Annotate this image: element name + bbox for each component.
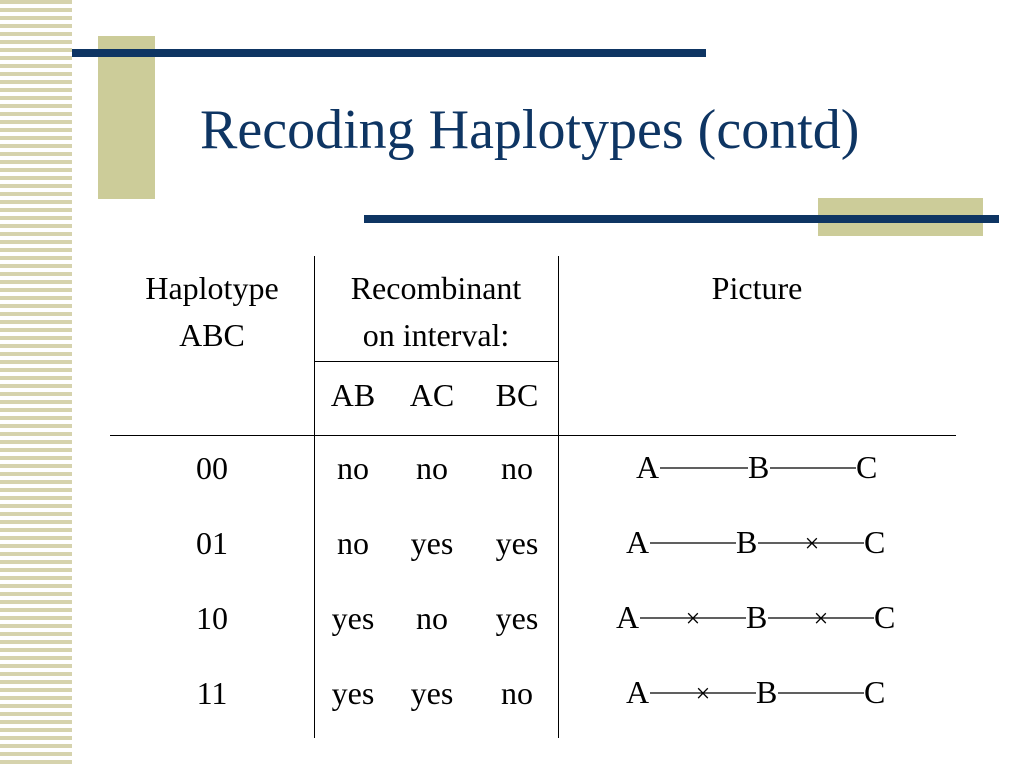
header-haplotype-line2: ABC [179,317,245,353]
locus-a-label: A [626,524,650,560]
row-00-bc: no [501,450,533,486]
locus-a-label: A [626,674,650,710]
crossover-ab-icon: × [695,679,711,708]
navy-rule-bottom [364,215,999,223]
khaki-block-decoration-left [98,36,155,199]
locus-a-label: A [636,449,660,485]
row-11-bc: no [501,675,533,711]
left-stripe-decoration [0,0,72,768]
chromosome-diagram-10 [616,599,895,635]
picture-column [600,440,920,730]
row-haplotype-01: 01 [196,525,228,561]
navy-rule-top [72,49,706,57]
locus-c-label: C [856,449,878,485]
header-recombinant-line2: on interval: [362,317,510,353]
row-haplotype-10: 10 [196,600,228,636]
slide-title: Recoding Haplotypes (contd) [200,99,860,161]
row-11-ab: yes [331,675,375,711]
chromosome-diagram-11 [626,674,885,710]
subheader-ac: AC [409,377,455,413]
crossover-bc-icon: × [804,529,820,558]
locus-b-label: B [736,524,758,560]
locus-c-label: C [874,599,896,635]
row-haplotype-11: 11 [196,675,228,711]
locus-a-label: A [616,599,640,635]
table-divider-header [110,435,956,436]
locus-c-label: C [864,674,886,710]
locus-b-label: B [746,599,768,635]
subheader-bc: BC [495,377,539,413]
subheader-ab: AB [330,377,376,413]
locus-c-label: C [864,524,886,560]
header-recombinant-line1: Recombinant [350,270,522,306]
locus-b-label: B [756,674,778,710]
header-haplotype-line1: Haplotype [145,270,279,306]
row-00-ab: no [337,450,369,486]
row-00-ac: no [416,450,448,486]
crossover-bc-icon: × [813,604,829,633]
locus-b-label: B [748,449,770,485]
table-divider-picture [558,256,559,738]
chromosome-diagram-01 [626,524,885,560]
row-10-ab: yes [331,600,375,636]
row-01-ac: yes [410,525,454,561]
header-picture: Picture [711,270,803,306]
table-divider-subheader [314,361,558,362]
row-haplotype-00: 00 [196,450,228,486]
crossover-ab-icon: × [685,604,701,633]
row-01-ab: no [337,525,369,561]
row-10-bc: yes [495,600,539,636]
row-10-ac: no [416,600,448,636]
row-01-bc: yes [495,525,539,561]
chromosome-diagram-00 [636,449,877,485]
row-11-ac: yes [410,675,454,711]
